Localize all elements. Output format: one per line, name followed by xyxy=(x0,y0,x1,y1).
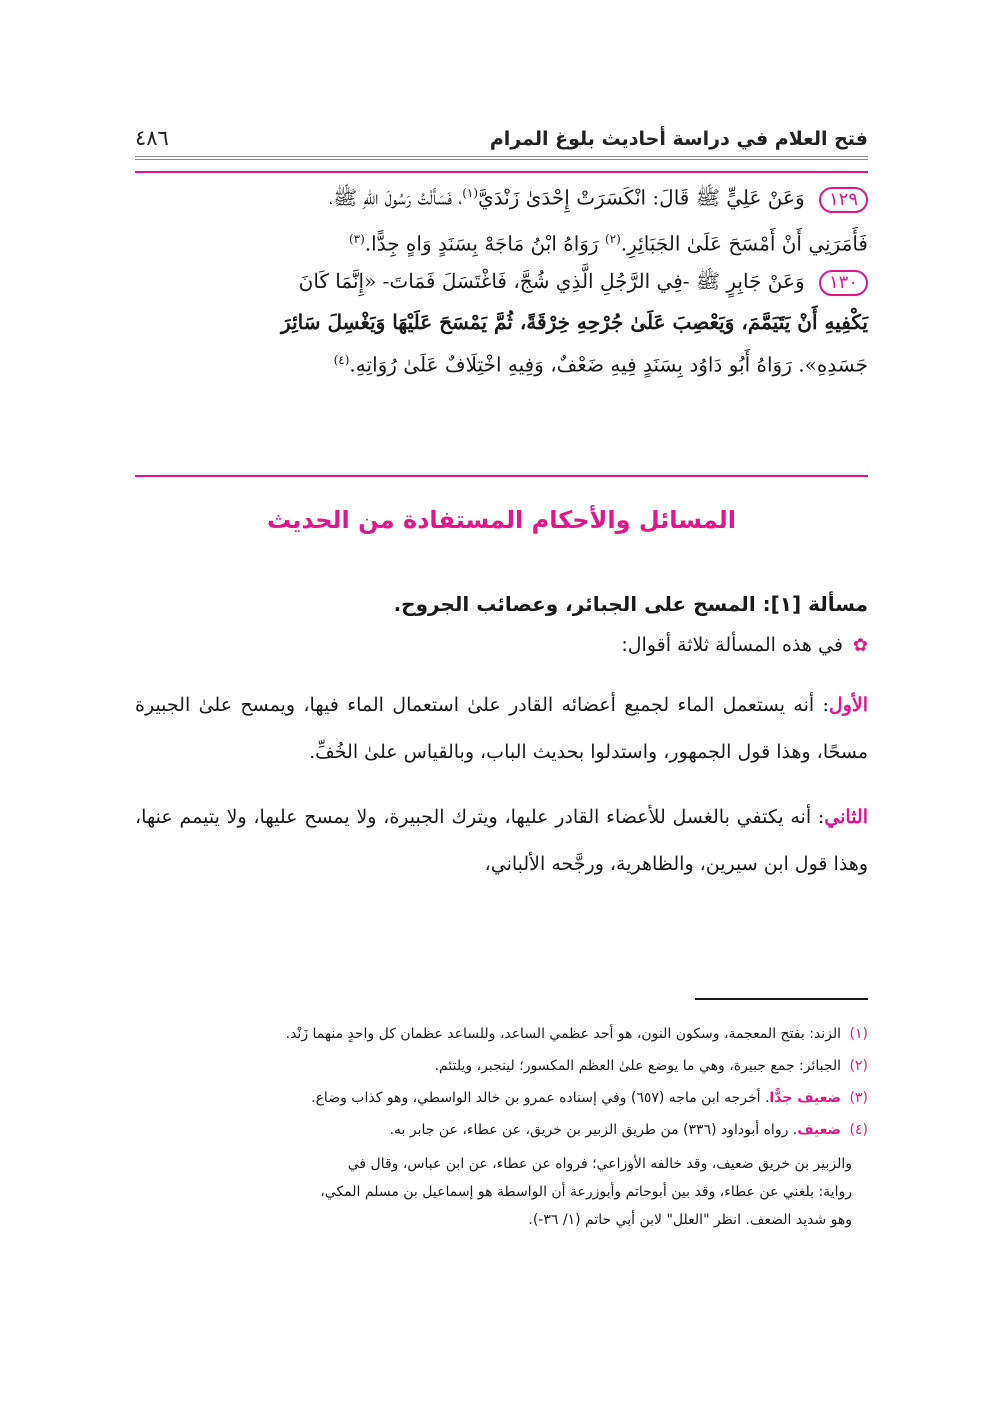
opinion-second xyxy=(135,794,868,888)
hadith-number-badge: ١٣٠ xyxy=(819,270,868,296)
footnote-ref: (٢) xyxy=(604,231,621,246)
hadith-text: رَوَاهُ ابْنُ مَاجَهْ بِسَنَدٍ وَاهٍ جِدًّا. xyxy=(364,231,599,256)
hadith-bottom-divider xyxy=(135,475,868,477)
grade-label: ضعيف جدًّا xyxy=(769,1090,842,1106)
hadith-text: ، فَسَأَلْتُ رَسُولَ اللهِ ﷺ، xyxy=(329,185,463,210)
footnote-4-continuation: رواية: بلغني عن عطاء، وقد بين أبوحاتم وأبوزرعة أن الواسطة هو إسماعيل بن مسلم المكي، xyxy=(320,1184,852,1200)
section-heading: المسائل والأحكام المستفادة من الحديث xyxy=(266,506,737,534)
footnote-marker: (٢) xyxy=(849,1058,868,1074)
footnote-ref: (١) xyxy=(462,186,479,200)
issue-title: مسألة [١]: المسح على الجبائر، وعصائب الجروح. xyxy=(393,592,868,616)
footnote-4-continuation: والزبير بن خريق ضعيف، وقد خالفه الأوزاعي؛ فرواه عن عطاء، عن ابن عباس، وقال في xyxy=(347,1156,852,1172)
footnotes xyxy=(135,1022,868,1234)
flower-icon: ✿ xyxy=(852,634,868,656)
hadith-number-badge: ١٢٩ xyxy=(819,187,868,213)
footnote-marker: (٤) xyxy=(849,1122,868,1138)
footnote-3 xyxy=(135,1086,868,1110)
footnote-marker: (١) xyxy=(849,1026,868,1042)
footnote-divider xyxy=(695,998,868,1000)
hadith-129-line-1 xyxy=(135,181,868,213)
hadith-text: جَسَدِهِ». رَوَاهُ أَبُو دَاوُد بِسَنَدٍ فِيهِ ضَعْفٌ، وَفِيهِ اخْتِلَافٌ عَلَىٰ رُوَاتِهِ. xyxy=(349,352,868,377)
footnote-marker: (٣) xyxy=(849,1090,868,1106)
hadith-130-line-3 xyxy=(135,348,868,377)
hadith-130-line-1 xyxy=(135,269,868,296)
footnote-text: الزند: بفتح المعجمة، وسكون النون، هو أحد عظمي الساعد، وللساعد عظمان كل واحدٍ منهما زَنْد. xyxy=(285,1026,842,1042)
opinion-text: : أنه يستعمل الماء لجميع أعضائه القادر علىٰ استعمال الماء فيها، ويمسح علىٰ الجبيرة مسحًا، وهذا قول الجمهور، واستدلوا بحديث الباب، وبالقياس علىٰ الخُفِّ. xyxy=(135,694,868,763)
hadith-block xyxy=(135,181,868,391)
intro-text: في هذه المسألة ثلاثة أقوال: xyxy=(621,634,843,656)
opinion-text: : أنه يكتفي بالغسل للأعضاء القادر عليها، ويترك الجبيرة، ولا يمسح عليها، ولا يتيمم عنها، وهذا قول ابن سيرين، والظاهرية، ورجَّحه الألباني، xyxy=(135,806,868,875)
grade-label: ضعيف xyxy=(797,1122,842,1138)
hadith-text: وَعَنْ جَابِرٍ ﷺ -فِي الرَّجُلِ الَّذِي شُجَّ، فَاغْتَسَلَ فَمَاتَ- «إِنَّمَا كَانَ xyxy=(298,269,805,294)
footnote-ref: (٤) xyxy=(333,353,350,368)
hadith-129-line-2 xyxy=(135,227,868,256)
page-header xyxy=(135,110,868,160)
book-title: فتح العلام في دراسة أحاديث بلوغ المرام xyxy=(489,128,868,150)
opinion-first xyxy=(135,682,868,776)
footnote-ref: (٣) xyxy=(348,231,365,246)
footnote-2 xyxy=(135,1054,868,1078)
footnote-4-continuation: وهو شديد الضعف. انظر "العلل" لابن أبي حاتم (١/ ٣٦-). xyxy=(528,1212,852,1228)
footnote-text: . رواه أبوداود (٣٣٦) من طريق الزبير بن خريق، عن عطاء، عن جابر به. xyxy=(389,1122,798,1138)
body-text xyxy=(135,592,868,906)
opinion-lead: الثاني xyxy=(824,806,868,828)
footnote-4 xyxy=(135,1118,868,1142)
opinion-lead: الأول xyxy=(828,694,868,716)
footnote-text: الجبائر: جمع جبيرة، وهي ما يوضع علىٰ العظم المكسور؛ لينجبر، ويلتئم. xyxy=(434,1058,842,1074)
hadith-130-line-2 xyxy=(135,310,868,334)
hadith-text: فَأَمَرَنِي أَنْ أَمْسَحَ عَلَىٰ الجَبَائِرِ. xyxy=(620,231,868,256)
footnote-text: . أخرجه ابن ماجه (٦٥٧) وفي إسناده عمرو بن خالد الواسطي، وهو كذاب وضاع. xyxy=(311,1090,770,1106)
footnote-1 xyxy=(135,1022,868,1046)
page-number: ٤٨٦ xyxy=(135,126,169,150)
hadith-text: يَكْفِيهِ أَنْ يَتَيَمَّمَ، وَيَعْصِبَ عَلَىٰ جُرْحِهِ خِرْقَةً، ثُمَّ يَمْسَحَ عَلَيْهَا وَيَغْسِلَ سَائِرَ xyxy=(281,310,868,335)
hadith-top-divider xyxy=(135,171,868,173)
hadith-text: وَعَنْ عَلِيٍّ ﷺ قَالَ: انْكَسَرَتْ إِحْدَىٰ زَنْدَيَّ xyxy=(478,185,805,210)
issue-intro xyxy=(135,634,868,656)
